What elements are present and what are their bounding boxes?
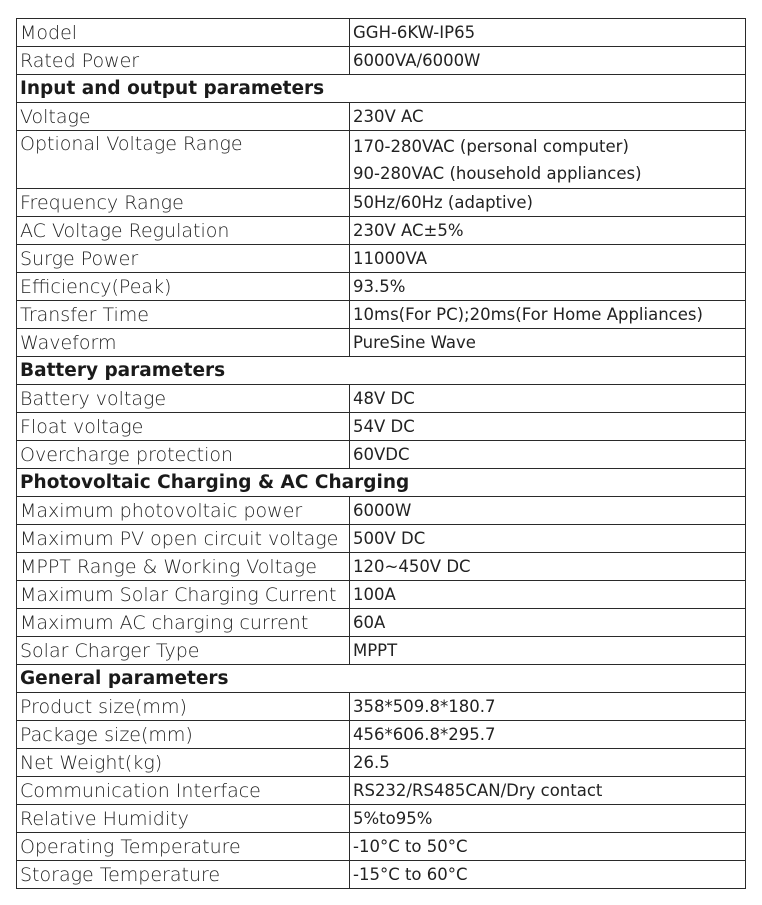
spec-row [17, 581, 746, 609]
spec-value [350, 553, 746, 581]
spec-label: AC Voltage Regulation [17, 217, 350, 245]
spec-value-line: 230V AC±5% [353, 221, 464, 240]
spec-label: Maximum Solar Charging Current [17, 581, 350, 609]
spec-row [17, 19, 746, 47]
spec-value-line: 60VDC [353, 445, 410, 464]
spec-value-line: 358*509.8*180.7 [353, 697, 496, 716]
spec-value [350, 609, 746, 637]
spec-label: Optional Voltage Range [17, 131, 350, 189]
section-header-row [17, 357, 746, 385]
spec-value-line: PureSine Wave [353, 333, 476, 352]
spec-row [17, 833, 746, 861]
spec-value-line: 6000VA/6000W [353, 51, 481, 70]
spec-value-line: 230V AC [353, 107, 424, 126]
spec-value [350, 385, 746, 413]
spec-value [350, 693, 746, 721]
spec-value [350, 637, 746, 665]
spec-row [17, 301, 746, 329]
spec-table-body [17, 19, 746, 889]
spec-value-line: 456*606.8*295.7 [353, 725, 496, 744]
spec-value [350, 189, 746, 217]
spec-label: Voltage [17, 103, 350, 131]
spec-value-line: GGH-6KW-IP65 [353, 23, 476, 42]
spec-row [17, 273, 746, 301]
spec-row [17, 441, 746, 469]
spec-row [17, 245, 746, 273]
spec-label: Solar Charger Type [17, 637, 350, 665]
section-title: Input and output parameters [17, 75, 746, 103]
spec-value-line: 5%to95% [353, 809, 433, 828]
spec-label: Float voltage [17, 413, 350, 441]
spec-value-line: 54V DC [353, 417, 415, 436]
spec-label: Efficiency(Peak) [17, 273, 350, 301]
spec-value [350, 833, 746, 861]
spec-row [17, 749, 746, 777]
spec-label: Transfer Time [17, 301, 350, 329]
spec-value [350, 19, 746, 47]
spec-value-line: 60A [353, 613, 386, 632]
spec-label: Maximum photovoltaic power [17, 497, 350, 525]
spec-value [350, 581, 746, 609]
spec-value-line: 26.5 [353, 753, 390, 772]
spec-row [17, 805, 746, 833]
spec-label: Battery voltage [17, 385, 350, 413]
spec-label: Maximum AC charging current [17, 609, 350, 637]
spec-value [350, 413, 746, 441]
spec-value [350, 131, 746, 189]
spec-row [17, 217, 746, 245]
spec-row [17, 329, 746, 357]
spec-value [350, 497, 746, 525]
spec-table [16, 18, 746, 889]
section-title: Battery parameters [17, 357, 746, 385]
spec-value [350, 749, 746, 777]
spec-row [17, 609, 746, 637]
spec-value [350, 525, 746, 553]
spec-value-line: RS232/RS485CAN/Dry contact [353, 781, 603, 800]
spec-value-line: 11000VA [353, 249, 428, 268]
spec-label: MPPT Range & Working Voltage [17, 553, 350, 581]
spec-label: Frequency Range [17, 189, 350, 217]
spec-row [17, 637, 746, 665]
spec-value-line: 10ms(For PC);20ms(For Home Appliances) [353, 305, 703, 324]
spec-value [350, 273, 746, 301]
spec-value-line: 6000W [353, 501, 412, 520]
spec-value-line: 100A [353, 585, 396, 604]
section-title: General parameters [17, 665, 746, 693]
spec-value [350, 805, 746, 833]
spec-row [17, 497, 746, 525]
spec-value [350, 441, 746, 469]
spec-value-line: 170-280VAC (personal computer) [353, 136, 629, 156]
spec-row [17, 861, 746, 889]
spec-value-line: 48V DC [353, 389, 415, 408]
spec-row [17, 189, 746, 217]
spec-label: Model [17, 19, 350, 47]
spec-value [350, 721, 746, 749]
spec-value-line: 50Hz/60Hz (adaptive) [353, 193, 533, 212]
spec-value [350, 777, 746, 805]
spec-label: Relative Humidity [17, 805, 350, 833]
spec-label: Communication Interface [17, 777, 350, 805]
spec-value-line: -10°C to 50°C [353, 837, 468, 856]
section-header-row [17, 75, 746, 103]
spec-row [17, 103, 746, 131]
spec-value-line: -15°C to 60°C [353, 865, 468, 884]
spec-value [350, 103, 746, 131]
spec-value-line: 120~450V DC [353, 557, 471, 576]
spec-row [17, 525, 746, 553]
spec-value-line: 500V DC [353, 529, 426, 548]
spec-label: Rated Power [17, 47, 350, 75]
spec-row [17, 777, 746, 805]
spec-label: Product size(mm) [17, 693, 350, 721]
spec-label: Overcharge protection [17, 441, 350, 469]
spec-row [17, 693, 746, 721]
spec-value [350, 47, 746, 75]
section-header-row [17, 665, 746, 693]
spec-label: Storage Temperature [17, 861, 350, 889]
spec-row [17, 413, 746, 441]
spec-value-line: 93.5% [353, 277, 406, 296]
spec-value-line: 90-280VAC (household appliances) [353, 163, 642, 183]
spec-row [17, 47, 746, 75]
spec-row [17, 385, 746, 413]
spec-label: Package size(mm) [17, 721, 350, 749]
spec-row [17, 553, 746, 581]
spec-row [17, 131, 746, 189]
spec-label: Maximum PV open circuit voltage [17, 525, 350, 553]
spec-value [350, 217, 746, 245]
spec-value [350, 245, 746, 273]
spec-row [17, 721, 746, 749]
spec-value [350, 329, 746, 357]
spec-label: Operating Temperature [17, 833, 350, 861]
spec-value-line: MPPT [353, 641, 398, 660]
spec-value [350, 301, 746, 329]
spec-label: Surge Power [17, 245, 350, 273]
section-header-row [17, 469, 746, 497]
spec-value [350, 861, 746, 889]
spec-label: Net Weight(kg) [17, 749, 350, 777]
section-title: Photovoltaic Charging & AC Charging [17, 469, 746, 497]
spec-label: Waveform [17, 329, 350, 357]
